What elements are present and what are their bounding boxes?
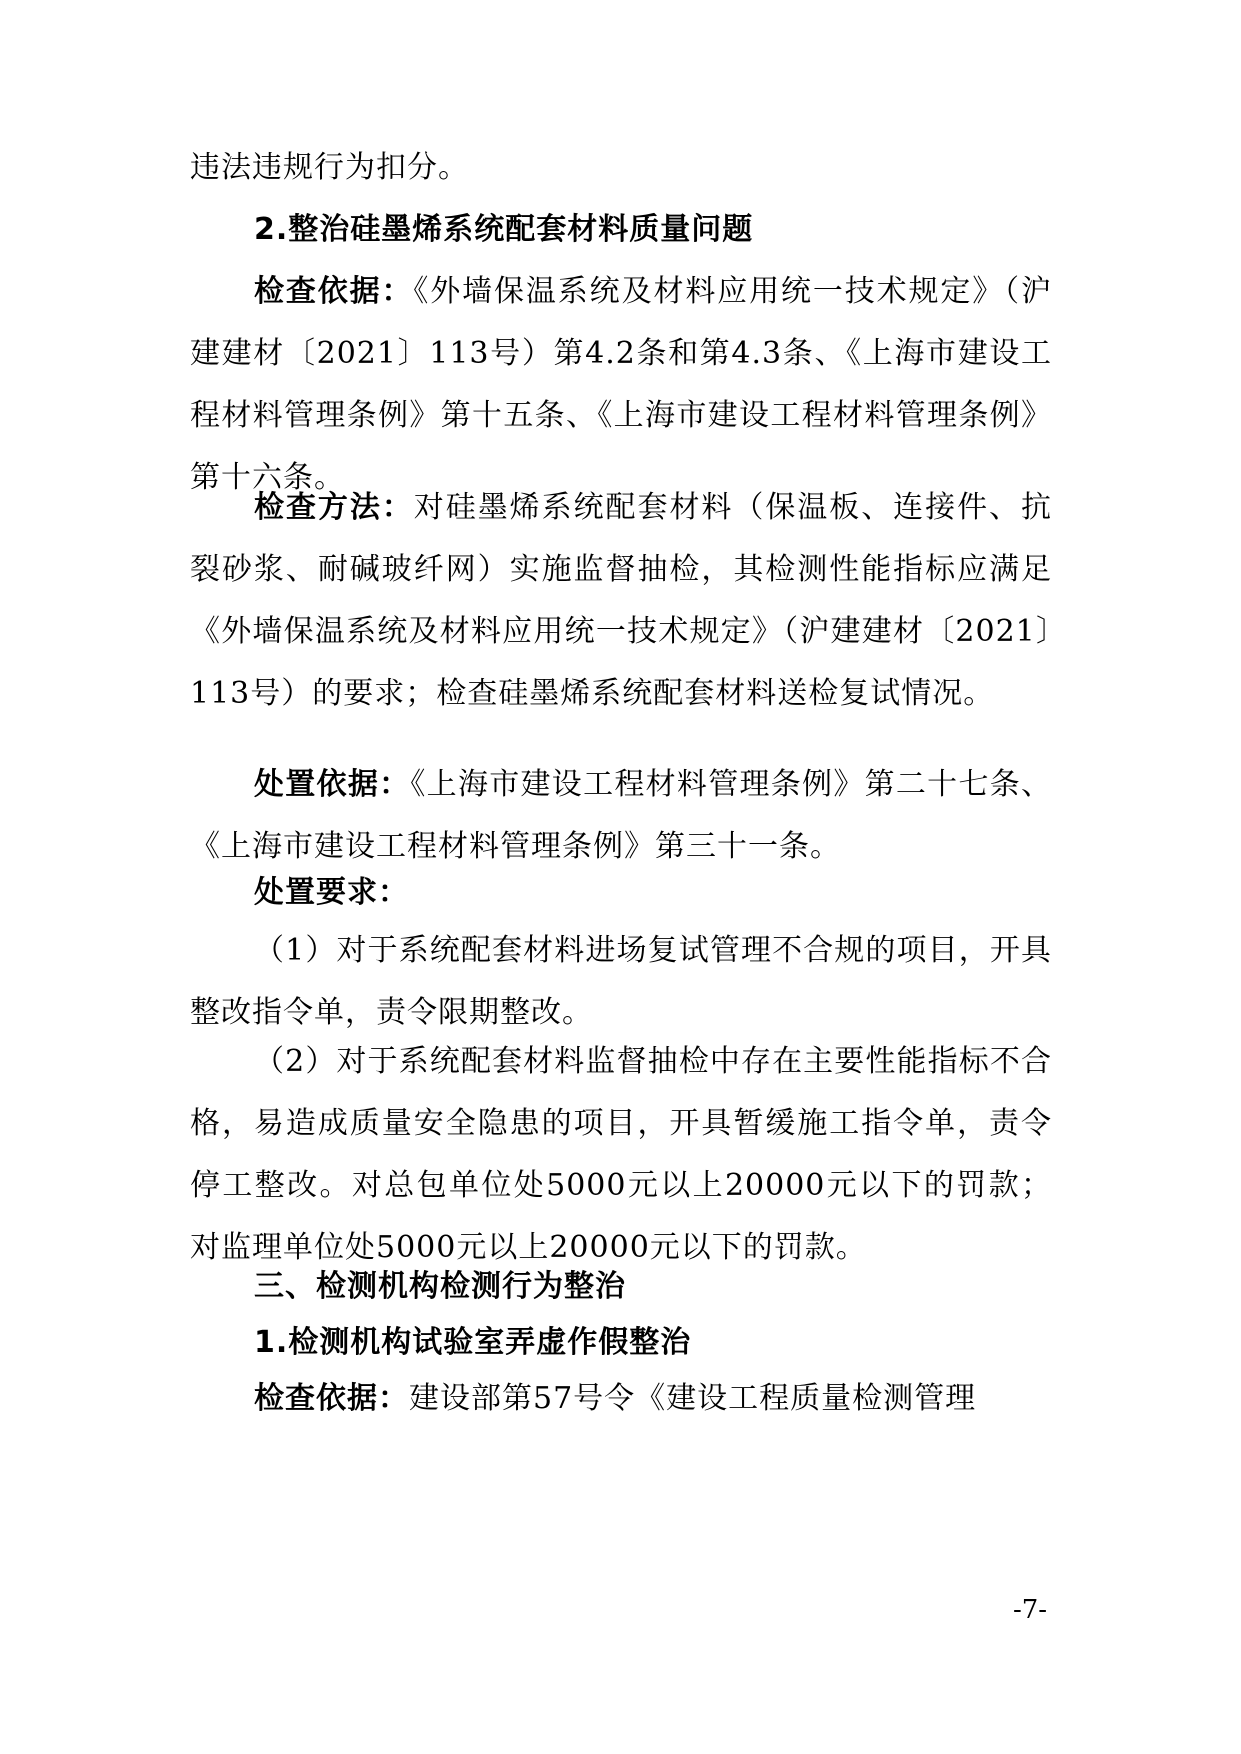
paragraph-label: 检查依据： <box>254 274 414 309</box>
section-heading-3 <box>190 1256 1052 1318</box>
paragraph-label: 处置要求： <box>254 875 409 910</box>
paragraph-inspection-basis-2 <box>190 1368 1052 1430</box>
page-number: -7- <box>1012 1595 1048 1625</box>
paragraph-text: （1）对于系统配套材料进场复试管理不合规的项目，开具整改指令单，责令限期整改。 <box>190 933 1052 1030</box>
paragraph-requirement-1 <box>190 920 1052 1044</box>
paragraph-disposal-requirements <box>190 862 1052 924</box>
paragraph-continuation <box>190 137 1052 199</box>
paragraph-text: 违法违规行为扣分。 <box>190 150 469 185</box>
paragraph-inspection-method <box>190 477 1052 725</box>
heading-text: 1.检测机构试验室弄虚作假整治 <box>254 1325 692 1360</box>
paragraph-text: 对硅墨烯系统配套材料（保温板、连接件、抗裂砂浆、耐碱玻纤网）实施监督抽检，其检测性能指标应满足《外墙保温系统及材料应用统一技术规定》（沪建建材〔2021〕113号）的要求；检查硅墨烯系统配套材料送检复试情况。 <box>190 490 1053 711</box>
paragraph-label: 处置依据： <box>254 767 411 802</box>
paragraph-text: 《外墙保温系统及材料应用统一技术规定》（沪建建材〔2021〕113号）第4.2条和第4.3条、《上海市建设工程材料管理条例》第十五条、《上海市建设工程材料管理条例》第十六条。 <box>190 274 1053 495</box>
paragraph-disposal-basis <box>190 754 1052 878</box>
paragraph-requirement-2 <box>190 1031 1052 1279</box>
paragraph-text: 建设部第57号令《建设工程质量检测管理 <box>409 1381 977 1416</box>
paragraph-label: 检查依据： <box>254 1381 409 1416</box>
paragraph-text: （2）对于系统配套材料监督抽检中存在主要性能指标不合格，易造成质量安全隐患的项目，开具暂缓施工指令单，责令停工整改。对总包单位处5000元以上20000元以下的罚款；对监理单位处5000元以上20000元以下的罚款。 <box>190 1044 1052 1265</box>
section-heading-3-1 <box>190 1312 1052 1374</box>
paragraph-text: 《上海市建设工程材料管理条例》第二十七条、《上海市建设工程材料管理条例》第三十一条。 <box>190 767 1053 864</box>
paragraph-label: 检查方法： <box>254 490 414 525</box>
heading-text: 2.整治硅墨烯系统配套材料质量问题 <box>254 212 754 247</box>
section-heading-2 <box>190 199 1052 261</box>
heading-text: 三、检测机构检测行为整治 <box>254 1269 626 1304</box>
paragraph-inspection-basis <box>190 261 1052 509</box>
